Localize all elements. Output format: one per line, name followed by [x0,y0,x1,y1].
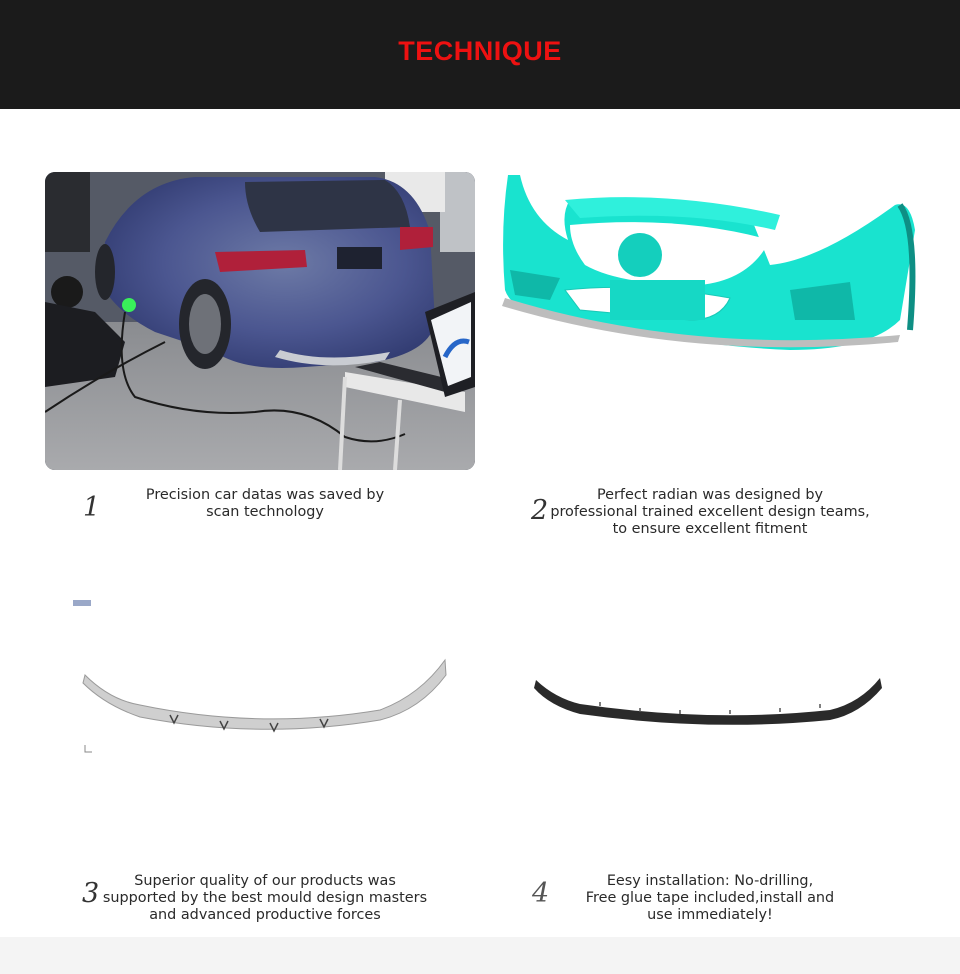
step-number-1: 1 [83,492,101,523]
caption-line: Perfect radian was designed by [597,487,823,503]
caption-line: to ensure excellent fitment [612,521,808,537]
step-number-4: 4 [532,878,550,909]
step-caption-3 [100,873,430,924]
view-tag [73,600,91,606]
caption-line: scan technology [206,504,324,520]
header-bar [0,0,960,109]
section-title: TECHNIQUE [398,36,562,66]
grey-lip-model [80,655,452,760]
caption-line: Eesy installation: No-drilling, [606,873,814,889]
caption-line: Free glue tape included,install and [585,890,835,906]
step-number-2: 2 [531,495,549,526]
black-lip-product [530,668,886,730]
caption-line: Superior quality of our products was [134,873,396,889]
caption-line: use immediately! [647,907,773,923]
step-caption-1 [110,487,420,521]
step-caption-4 [575,873,845,924]
step-caption-2 [545,487,875,538]
step-number-3: 3 [82,878,100,909]
footer-strip [0,937,960,974]
caption-line: and advanced productive forces [149,907,381,923]
caption-line: professional trained excellent design teams, [550,504,870,520]
caption-line: supported by the best mould design masters [102,890,428,906]
scan-photo [45,172,475,470]
caption-line: Precision car datas was saved by [145,487,385,503]
cad-bumper-model [490,170,930,370]
